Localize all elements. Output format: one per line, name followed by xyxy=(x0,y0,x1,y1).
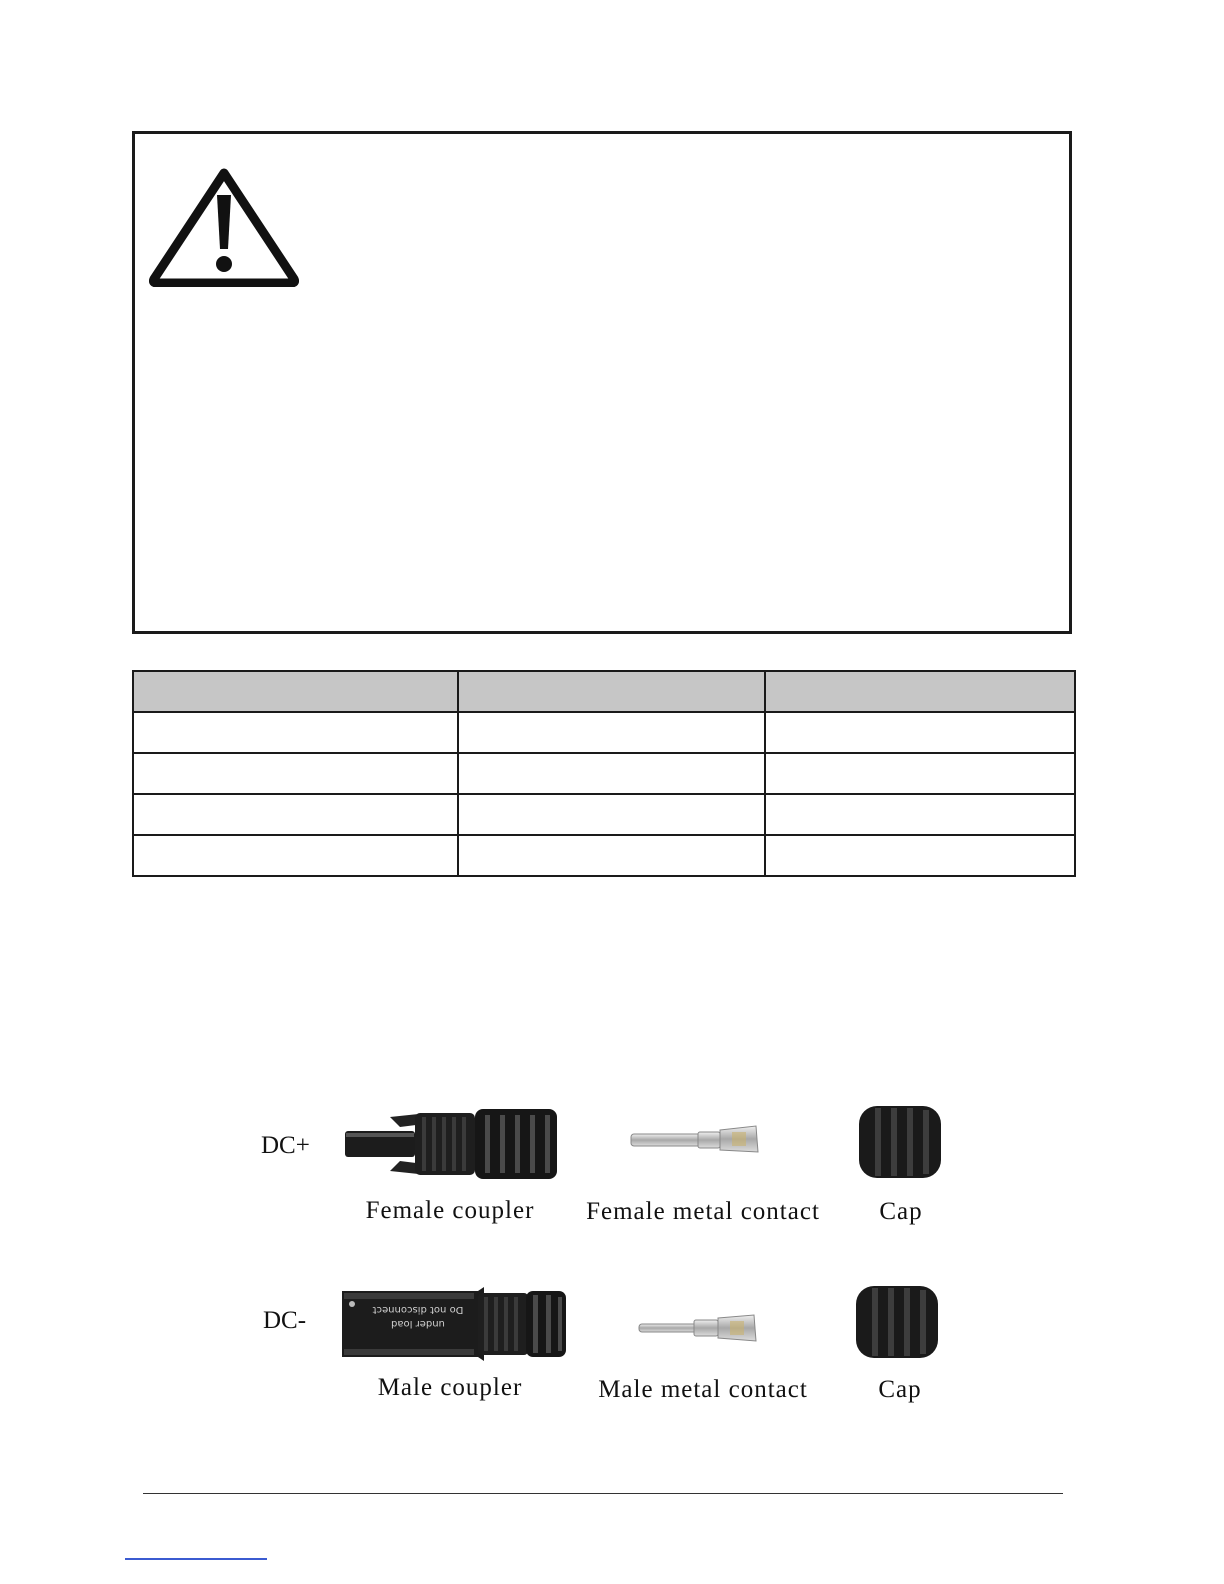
spec-table xyxy=(132,670,1076,877)
table-cell xyxy=(765,753,1075,794)
table-row xyxy=(133,753,1075,794)
table-cell xyxy=(765,835,1075,876)
table-cell xyxy=(133,794,458,835)
table-cell xyxy=(133,712,458,753)
male-coupler-caption: Male coupler xyxy=(377,1374,523,1401)
table-cell xyxy=(765,712,1075,753)
dc-minus-label: DC- xyxy=(263,1307,307,1334)
cap-icon xyxy=(852,1284,942,1360)
male-coupler-icon xyxy=(338,1283,570,1365)
female-metal-contact-icon xyxy=(628,1122,763,1158)
table-cell xyxy=(765,794,1075,835)
table-header-cell xyxy=(458,671,765,712)
footer-link-underline xyxy=(125,1558,267,1560)
cap-icon xyxy=(855,1104,945,1180)
dc-plus-label: DC+ xyxy=(261,1132,310,1159)
table-header-cell xyxy=(133,671,458,712)
table-header-row xyxy=(133,671,1075,712)
warning-box xyxy=(132,131,1072,634)
male-coupler-imprint: Do not disconnect xyxy=(372,1304,464,1315)
male-metal-contact-caption: Male metal contact xyxy=(598,1376,808,1403)
warning-triangle-icon xyxy=(149,167,299,287)
female-coupler-caption: Female coupler xyxy=(365,1197,535,1224)
table-cell xyxy=(133,753,458,794)
table-row xyxy=(133,794,1075,835)
table-cell xyxy=(458,835,765,876)
table-header-cell xyxy=(765,671,1075,712)
cap-caption: Cap xyxy=(879,1198,923,1225)
table-cell xyxy=(458,753,765,794)
cap-caption: Cap xyxy=(878,1376,922,1403)
table-cell xyxy=(458,712,765,753)
female-metal-contact-caption: Female metal contact xyxy=(586,1198,820,1225)
table-row xyxy=(133,835,1075,876)
male-metal-contact-icon xyxy=(636,1311,760,1345)
footer-divider xyxy=(143,1493,1063,1494)
female-coupler-icon xyxy=(340,1105,565,1185)
table-cell xyxy=(133,835,458,876)
table-row xyxy=(133,712,1075,753)
male-coupler-imprint: under load xyxy=(391,1318,445,1329)
table-cell xyxy=(458,794,765,835)
